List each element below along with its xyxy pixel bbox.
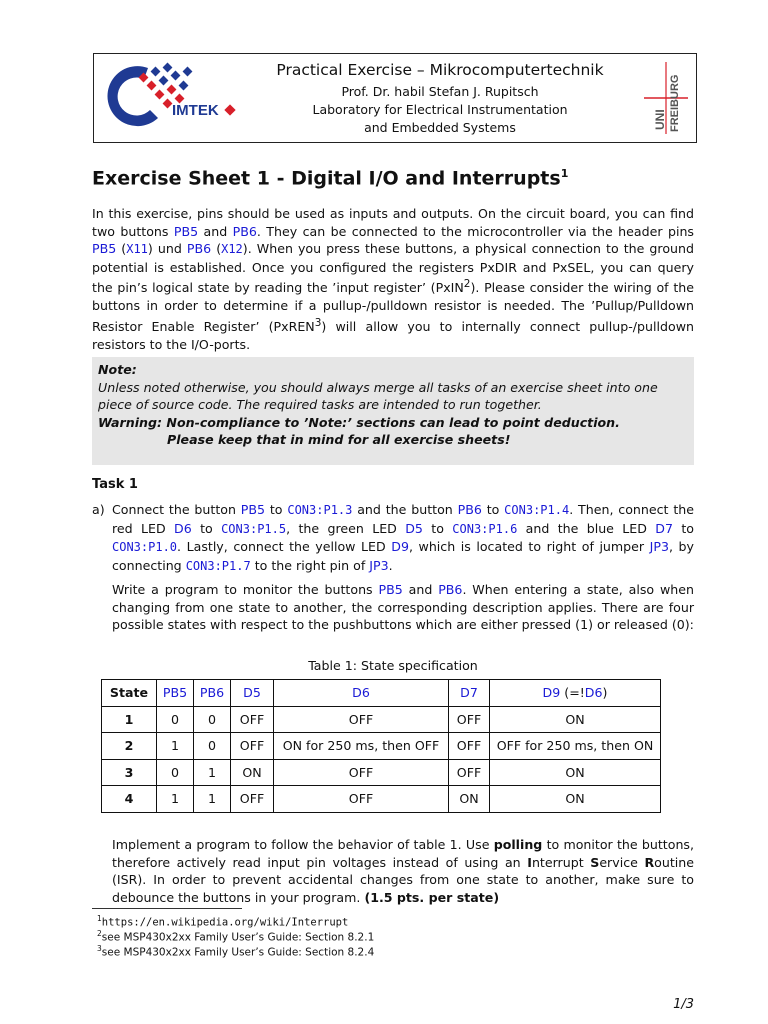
- link-con3-p16[interactable]: CON3:P1.6: [452, 521, 518, 536]
- footnote-ref-1[interactable]: 1: [560, 167, 569, 180]
- lab-name-line2: and Embedded Systems: [364, 120, 516, 135]
- header-text: [244, 61, 636, 137]
- link-con3-p15[interactable]: CON3:P1.5: [221, 521, 287, 536]
- table-row: 2 1 0 OFF ON for 250 ms, then OFF OFF OFF for 250 ms, then ON: [102, 733, 661, 760]
- footnote-1: $^1$https://en.wikipedia.org/wiki/Interrupt: [97, 914, 349, 929]
- page-number: 1/3: [673, 997, 694, 1012]
- page-title: Exercise Sheet 1 - Digital I/O and Interrupts$^1$: [92, 167, 569, 190]
- link-pb6[interactable]: PB6: [232, 223, 257, 239]
- svg-text:UNI: UNI: [653, 109, 667, 130]
- table-row: 1 0 0 OFF OFF OFF ON: [102, 706, 661, 733]
- uni-freiburg-logo: [644, 58, 688, 138]
- warning-line1: Warning: Non-compliance to ’Note:’ sections can lead to point deduction.: [98, 414, 620, 430]
- lab-name-line1: Laboratory for Electrical Instrumentation: [312, 102, 568, 117]
- link-jp3[interactable]: JP3: [649, 539, 669, 555]
- col-header-state: State: [102, 680, 157, 707]
- implementation-paragraph: Implement a program to follow the behavior of table 1. Use polling to monitor the buttons, therefore actively read input pin voltages instead of using an Interrupt Service Routine (ISR). In order to prevent accidental changes from one state to another, make sure to debounce the buttons in your program. (1.5 pts. per state): [112, 837, 695, 905]
- warning-line2: Please keep that in mind for all exercise sheets!: [167, 432, 511, 448]
- footnote-ref-3[interactable]: 3: [314, 316, 322, 329]
- link-pb5[interactable]: PB5: [92, 241, 117, 257]
- table-header-row: [102, 680, 661, 707]
- task-a-description: Write a program to monitor the buttons PB5 and PB6. When entering a state, also when changing from one state to another, the corresponding description applies. There are four possible states with respect to the pushbuttons which are either pressed (1) or released (0):: [112, 582, 695, 633]
- footnote-3: $^3$see MSP430x2xx Family User’s Guide: Section 8.2.4: [97, 944, 375, 959]
- link-d6[interactable]: D6: [584, 685, 603, 701]
- link-pb6[interactable]: PB6: [438, 582, 463, 597]
- link-d5[interactable]: D5: [405, 520, 423, 536]
- link-pb6[interactable]: PB6: [186, 241, 212, 257]
- link-d6[interactable]: D6: [174, 520, 192, 536]
- col-header-d7[interactable]: D7: [449, 680, 490, 707]
- link-jp3[interactable]: JP3: [369, 557, 389, 573]
- link-d7[interactable]: D7: [655, 520, 674, 536]
- link-pb5[interactable]: PB5: [378, 582, 403, 597]
- col-header-d5[interactable]: D5: [231, 680, 274, 707]
- task-heading: Task 1: [92, 477, 138, 492]
- col-header-pb6[interactable]: PB6: [194, 680, 231, 707]
- note-body: Unless noted otherwise, you should always merge all tasks of an exercise sheet into one piece of source code. The required tasks are intended to run together.: [98, 379, 658, 413]
- link-pb5[interactable]: PB5: [240, 502, 266, 517]
- table-row: 3 0 1 ON OFF OFF ON: [102, 759, 661, 786]
- link-x11[interactable]: X11: [126, 242, 148, 257]
- link-con3-p14[interactable]: CON3:P1.4: [504, 503, 570, 517]
- link-con3-p17[interactable]: CON3:P1.7: [185, 558, 251, 573]
- course-title: Practical Exercise – Mikrocomputertechnik: [276, 61, 604, 79]
- link-d9[interactable]: D9: [391, 539, 409, 555]
- svg-text:FREIBURG: FREIBURG: [669, 74, 681, 132]
- table-caption: Table 1: State specification: [308, 658, 478, 673]
- document-header: [93, 53, 697, 143]
- col-header-d9: D9 (=!D6): [490, 680, 661, 707]
- footnote-link[interactable]: https://en.wikipedia.org/wiki/Interrupt: [101, 916, 349, 929]
- col-header-d6[interactable]: D6: [274, 680, 449, 707]
- note-box: [92, 357, 694, 465]
- footnote-divider: [92, 908, 242, 909]
- link-x12[interactable]: X12: [221, 242, 243, 257]
- footnote-ref-2[interactable]: 2: [463, 278, 471, 291]
- points-label: (1.5 pts. per state): [364, 889, 500, 905]
- link-d9[interactable]: D9: [542, 685, 561, 701]
- svg-text:IMTEK: IMTEK: [172, 102, 219, 119]
- imtek-logo: [106, 60, 236, 136]
- task-a-label: a): [92, 502, 105, 517]
- note-heading: Note:: [98, 362, 137, 377]
- link-con3-p10[interactable]: CON3:P1.0: [112, 540, 178, 555]
- task-a-paragraph: a) Connect the button PB5 to CON3:P1.3 and the button PB6 to CON3:P1.4. Then, connect the red LED D6 to CON3:P1.5, the green LED D5 to CON3:P1.6 and the blue LED D7 to CON3:P1.0. Lastly, connect the yellow LED D9, which is located to right of jumper JP3, by connecting CON3:P1.7 to the right pin of JP3.: [92, 502, 695, 573]
- footnote-2: $^2$see MSP430x2xx Family User’s Guide: Section 8.2.1: [97, 929, 375, 944]
- link-pb6[interactable]: PB6: [457, 502, 482, 517]
- professor-name: Prof. Dr. habil Stefan J. Rupitsch: [341, 84, 539, 99]
- intro-paragraph: In this exercise, pins should be used as inputs and outputs. On the circuit board, you can find two buttons PB5 and PB6. They can be connected to the microcontroller via the header pins PB5 (X11) und PB6 (X12). When you press these buttons, a physical connection to the ground potential is established. Once you configured the registers PxDIR and PxSEL, you can query the pin’s logical state by reading the ’input register’ (PxIN$^2$). Please consider the wiring of the buttons in order to determine if a pullup-/pulldown resistor is needed. The ’Pullup/Pulldown Resistor Enable Register’ (PxREN$^3$) will allow you to internally connect pullup-/pulldown resistors to the I/O-ports.: [92, 206, 694, 352]
- table-row: 4 1 1 OFF OFF ON ON: [102, 786, 661, 813]
- state-table: [101, 679, 661, 813]
- link-con3-p13[interactable]: CON3:P1.3: [287, 503, 353, 517]
- col-header-pb5[interactable]: PB5: [157, 680, 194, 707]
- link-pb5[interactable]: PB5: [173, 223, 199, 239]
